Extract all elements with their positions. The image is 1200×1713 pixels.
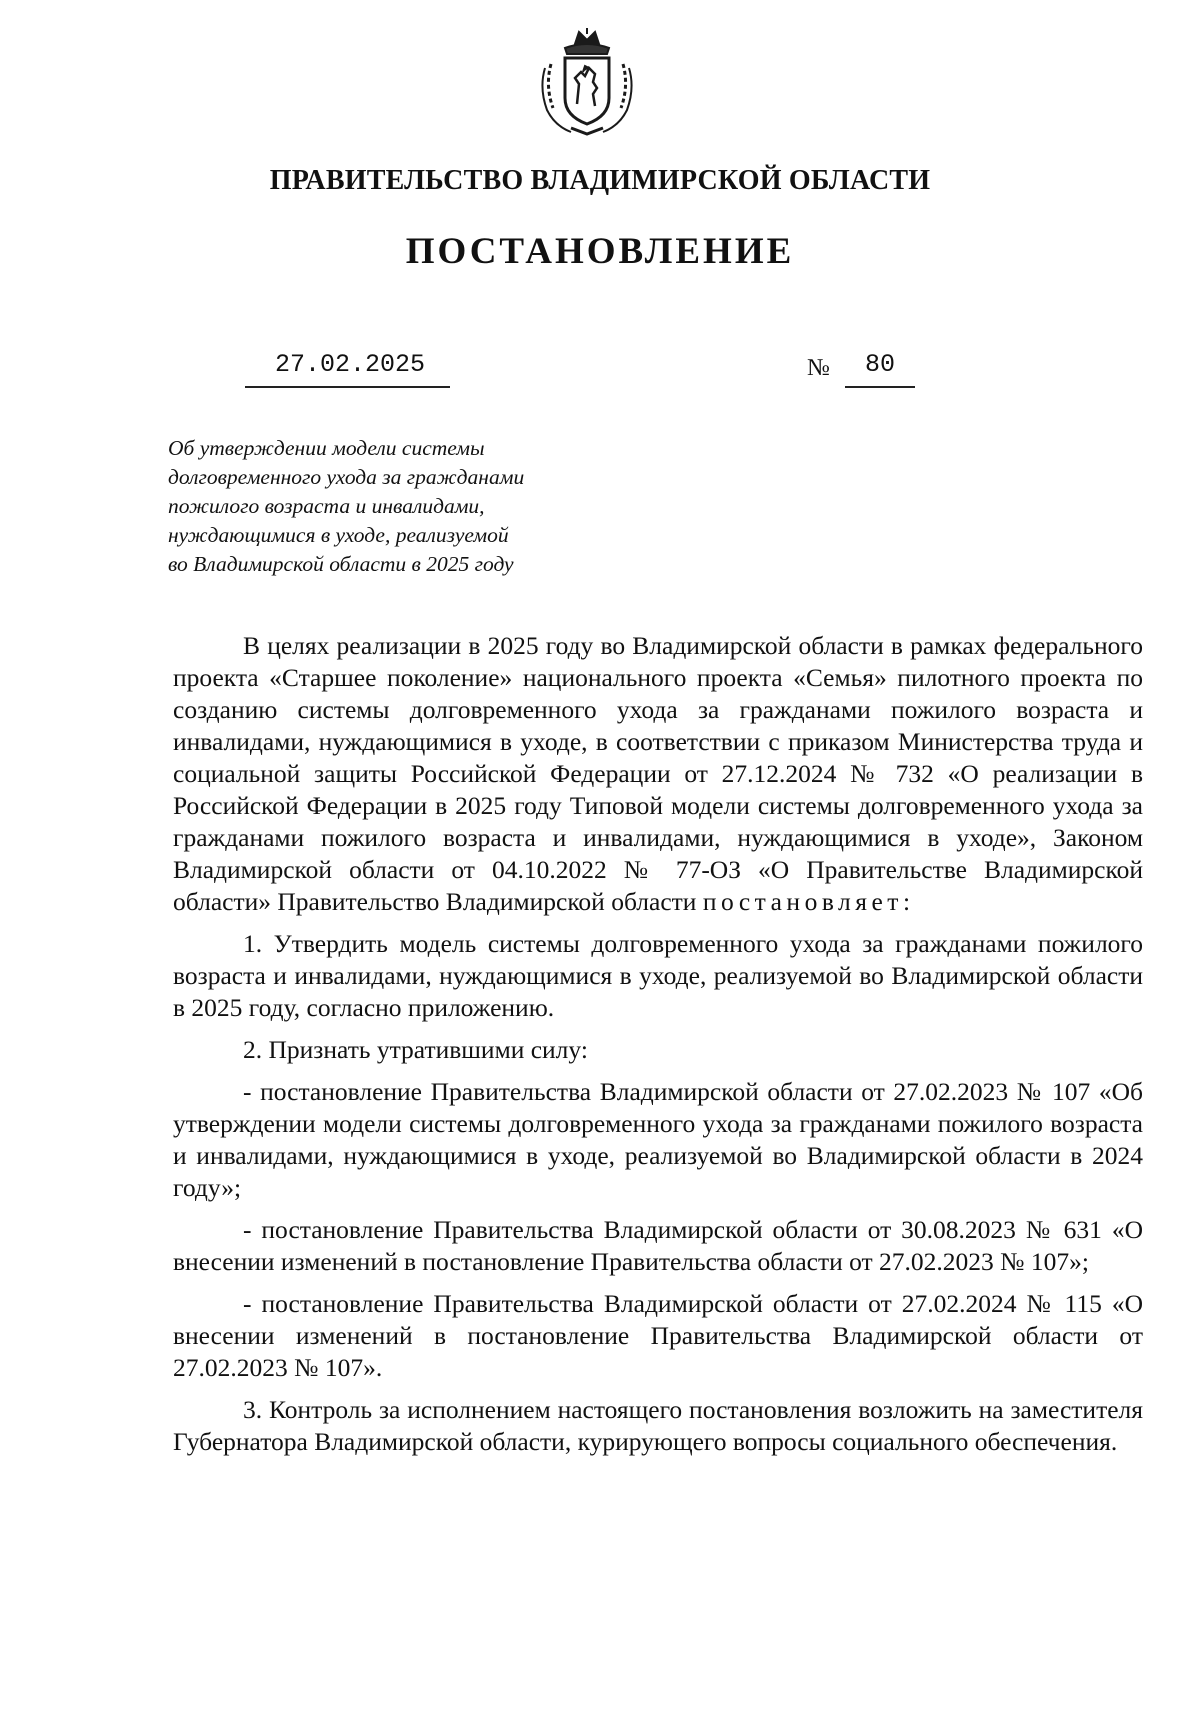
item-2-sub-1: - постановление Правительства Владимирской области от 27.02.2023 № 107 «Об утверждении модели системы долговременного ухода за гражданами пожилого возраста и инвалидами, нуждающимися в уходе, реализуемой во Владимирской области в 2024 году»;: [173, 1077, 1143, 1202]
item-2-sub-2: - постановление Правительства Владимирской области от 30.08.2023 № 631 «О внесении изменений в постановление Правительства области от 27.02.2023 № 107»;: [173, 1215, 1143, 1276]
preamble-paragraph: [173, 630, 1143, 918]
preamble-text: В целях реализации в 2025 году во Владимирской области в рамках федерального проекта «Старшее поколение» национального проекта «Семья» пилотного проекта по созданию системы долговременного ухода за гражданами пожилого возраста и инвалидами, нуждающимися в уходе, в соответствии с приказом Министерства труда и социальной защиты Российской Федерации от 27.12.2024 № 732 «О реализации в Российской Федерации в 2025 году Типовой модели системы долговременного ухода за гражданами пожилого возраста и инвалидами, нуждающимися в уходе», Законом Владимирской области от 04.10.2022 № 77-ОЗ «О Правительстве Владимирской области» Правительство Владимирской области: [173, 631, 1143, 916]
coat-of-arms-icon: [535, 28, 639, 136]
document-type: ПОСТАНОВЛЕНИЕ: [405, 231, 795, 272]
subject-line: Об утверждении модели системы: [168, 436, 485, 460]
item-2: 2. Признать утратившими силу:: [243, 1035, 588, 1064]
document-body: [173, 630, 1143, 1468]
date-underline: [245, 386, 450, 388]
document-date: 27.02.2025: [274, 350, 426, 379]
subject-line: нуждающимися в уходе, реализуемой: [168, 523, 509, 547]
document-subject: [168, 434, 608, 579]
item-3: 3. Контроль за исполнением настоящего постановления возложить на заместителя Губернатора Владимирской области, курирующего вопросы социального обеспечения.: [173, 1395, 1143, 1456]
subject-line: во Владимирской области в 2025 году: [168, 552, 514, 576]
decree-word: постановляет:: [702, 887, 915, 916]
subject-line: долговременного ухода за гражданами: [168, 465, 525, 489]
subject-line: пожилого возраста и инвалидами,: [168, 494, 485, 518]
item-2-sub-3: - постановление Правительства Владимирской области от 27.02.2024 № 115 «О внесении изменений в постановление Правительства Владимирской области от 27.02.2023 № 107».: [173, 1289, 1143, 1382]
organization-name: ПРАВИТЕЛЬСТВО ВЛАДИМИРСКОЙ ОБЛАСТИ: [269, 165, 931, 196]
number-underline: [845, 386, 915, 388]
number-sign: №: [807, 355, 830, 381]
document-number: 80: [864, 350, 895, 379]
item-1: 1. Утвердить модель системы долговременного ухода за гражданами пожилого возраста и инвалидами, нуждающимися в уходе, реализуемой во Владимирской области в 2025 году, согласно приложению.: [173, 929, 1143, 1022]
